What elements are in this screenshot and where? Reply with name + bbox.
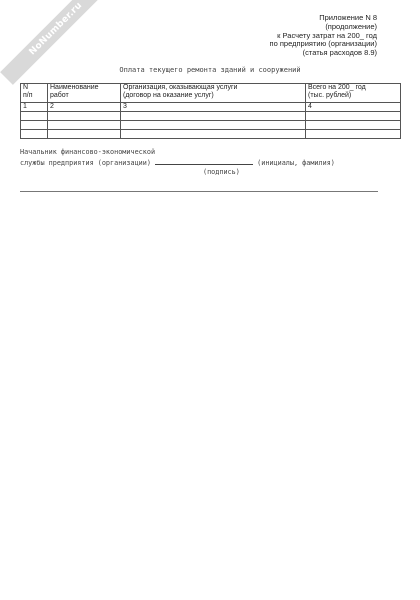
column-number: 3	[121, 103, 306, 112]
table-cell[interactable]	[21, 121, 48, 130]
signature-name-label: (инициалы, фамилия)	[257, 159, 335, 167]
signature-block	[20, 148, 410, 177]
header-text: Наименование	[50, 84, 99, 91]
header-line: (статья расходов 8.9)	[302, 48, 377, 58]
bottom-divider	[20, 191, 378, 192]
header-text: Всего на 200_ год	[308, 84, 366, 91]
table-cell[interactable]	[48, 112, 121, 121]
header-line: (продолжение)	[325, 21, 377, 31]
signature-position-line2	[20, 157, 410, 168]
header-cell-work-name	[48, 84, 121, 103]
signature-caption: (подпись)	[203, 168, 240, 176]
header-text: п/п	[23, 92, 33, 99]
header-text: Организация, оказывающая услуги	[123, 84, 238, 91]
table-row	[21, 112, 401, 121]
document-title: Оплата текущего ремонта зданий и сооружений	[119, 66, 301, 74]
cost-table	[20, 83, 401, 139]
header-text: N	[23, 84, 29, 91]
header-line: к Расчету затрат на 200_ год	[277, 30, 377, 40]
header-cell-total	[306, 84, 401, 103]
column-number: 2	[48, 103, 121, 112]
header-line: по предприятию (организации)	[269, 39, 377, 49]
appendix-header	[237, 14, 377, 58]
table-cell[interactable]	[21, 112, 48, 121]
header-text: работ	[50, 92, 69, 99]
header-text: (договор на оказание услуг)	[123, 92, 214, 99]
table-cell[interactable]	[121, 112, 306, 121]
header-line: Приложение N 8	[319, 13, 377, 22]
column-number: 1	[21, 103, 48, 112]
table-cell[interactable]	[21, 130, 48, 139]
header-text: (тыс. рублей)	[308, 92, 352, 99]
table-header-row	[21, 84, 401, 103]
column-number-row	[21, 103, 401, 112]
header-cell-number	[21, 84, 48, 103]
table-row	[21, 121, 401, 130]
signature-position-line1: Начальник финансово-экономической	[20, 148, 156, 156]
table-cell[interactable]	[306, 112, 401, 121]
table-cell[interactable]	[306, 130, 401, 139]
table-cell[interactable]	[121, 121, 306, 130]
table-cell[interactable]	[306, 121, 401, 130]
table-row	[21, 130, 401, 139]
table-cell[interactable]	[121, 130, 306, 139]
table-cell[interactable]	[48, 121, 121, 130]
watermark-banner: NoNumber.ru	[0, 0, 112, 85]
table-cell[interactable]	[48, 130, 121, 139]
signature-field[interactable]	[155, 157, 253, 165]
column-number: 4	[306, 103, 401, 112]
header-cell-organization	[121, 84, 306, 103]
signature-position-text: службы предприятия (организации)	[20, 159, 151, 167]
